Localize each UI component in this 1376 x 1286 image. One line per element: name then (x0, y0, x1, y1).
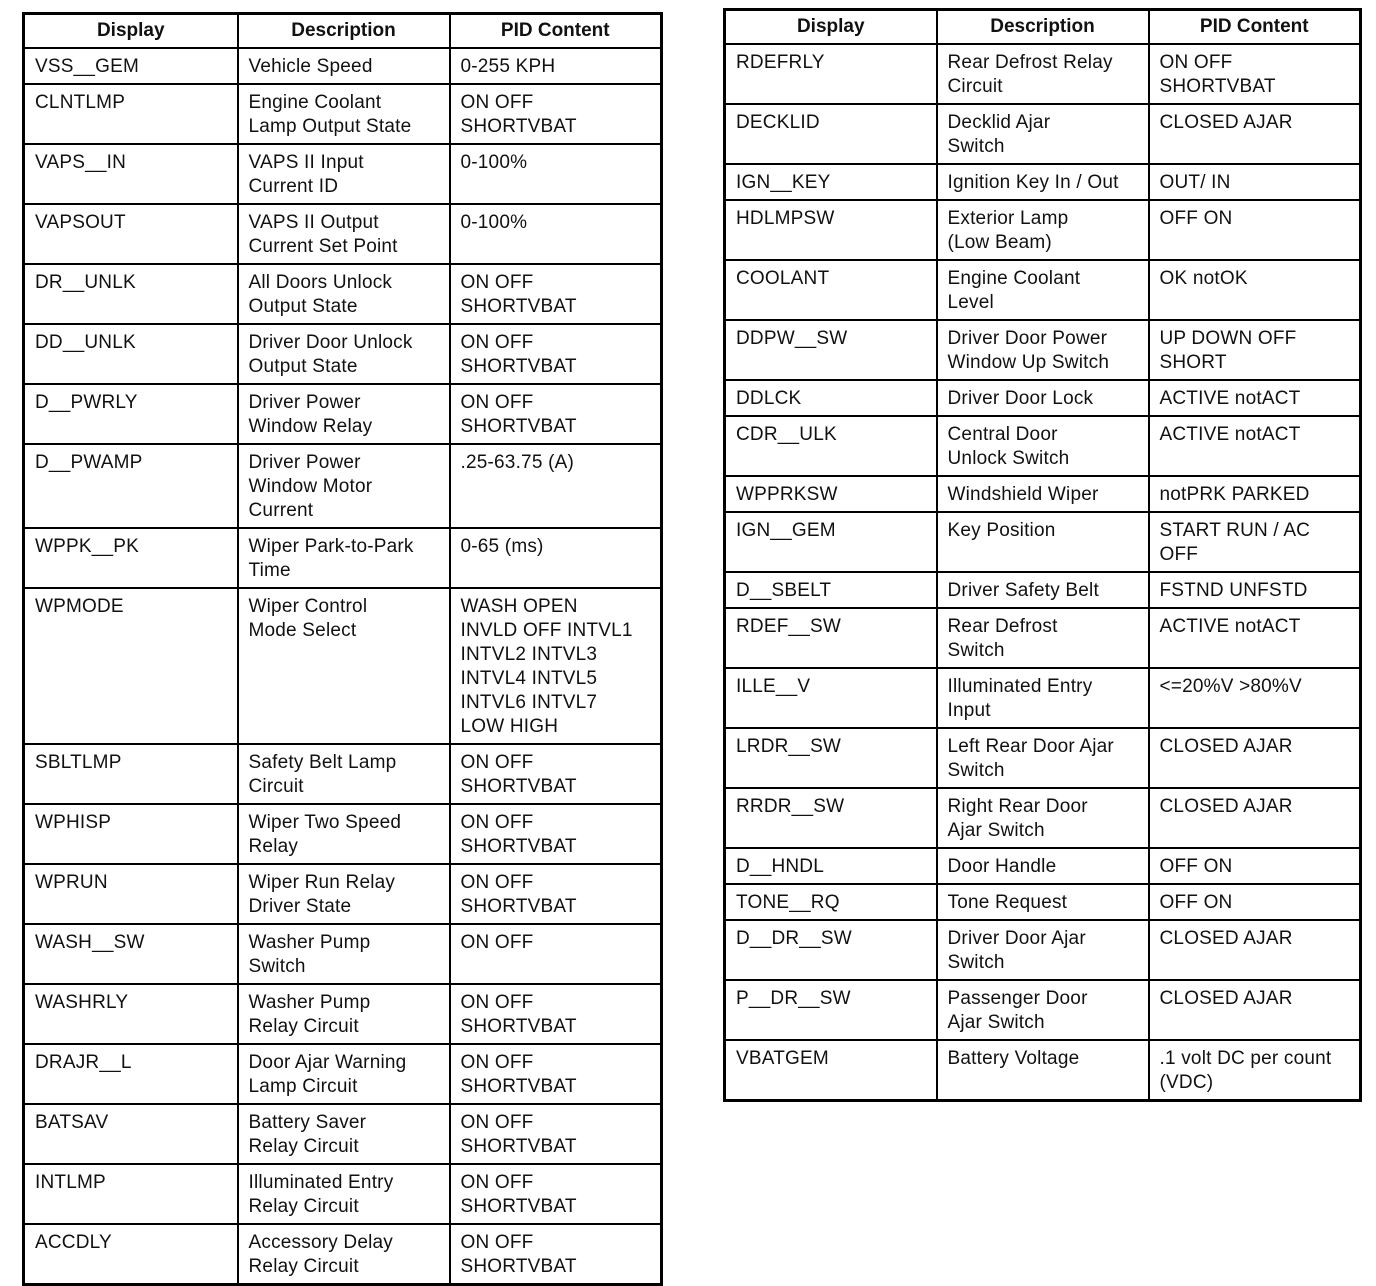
cell-description: VAPS II Output Current Set Point (238, 204, 450, 264)
table-row (725, 476, 1361, 512)
table-row (725, 1040, 1361, 1101)
table-row (24, 1104, 662, 1164)
cell-display: VAPSOUT (24, 204, 238, 264)
cell-display: DD__UNLK (24, 324, 238, 384)
cell-display: WPHISP (24, 804, 238, 864)
cell-display: INTLMP (24, 1164, 238, 1224)
table-row (725, 668, 1361, 728)
cell-display: P__DR__SW (725, 980, 937, 1040)
table-row (725, 164, 1361, 200)
cell-description: Exterior Lamp (Low Beam) (937, 200, 1149, 260)
cell-description: Left Rear Door Ajar Switch (937, 728, 1149, 788)
table-row (24, 864, 662, 924)
cell-display: WPPK__PK (24, 528, 238, 588)
cell-pid-content: ON OFF (450, 924, 662, 984)
cell-display: D__PWRLY (24, 384, 238, 444)
cell-pid-content: 0-100% (450, 144, 662, 204)
header-pid-content: PID Content (1149, 10, 1361, 45)
cell-description: Engine Coolant Lamp Output State (238, 84, 450, 144)
cell-pid-content: CLOSED AJAR (1149, 788, 1361, 848)
cell-pid-content: ON OFF SHORTVBAT (450, 744, 662, 804)
cell-pid-content: OK notOK (1149, 260, 1361, 320)
cell-pid-content: OUT/ IN (1149, 164, 1361, 200)
table-row (24, 144, 662, 204)
cell-pid-content: OFF ON (1149, 200, 1361, 260)
table-row (24, 384, 662, 444)
cell-display: DECKLID (725, 104, 937, 164)
cell-display: DDPW__SW (725, 320, 937, 380)
cell-description: Central Door Unlock Switch (937, 416, 1149, 476)
cell-display: WPMODE (24, 588, 238, 744)
cell-display: DDLCK (725, 380, 937, 416)
table-row (24, 84, 662, 144)
cell-display: D__PWAMP (24, 444, 238, 528)
cell-description: Driver Safety Belt (937, 572, 1149, 608)
table-row (24, 204, 662, 264)
cell-description: Accessory Delay Relay Circuit (238, 1224, 450, 1285)
table-row (24, 48, 662, 84)
table-header-row (24, 14, 662, 49)
cell-pid-content: ON OFF SHORTVBAT (450, 384, 662, 444)
cell-description: Battery Voltage (937, 1040, 1149, 1101)
cell-pid-content: ON OFF SHORTVBAT (450, 1224, 662, 1285)
table-row (725, 884, 1361, 920)
table-row (725, 44, 1361, 104)
cell-description: Wiper Park-to-Park Time (238, 528, 450, 588)
cell-display: LRDR__SW (725, 728, 937, 788)
cell-pid-content: .25-63.75 (A) (450, 444, 662, 528)
cell-display: RDEFRLY (725, 44, 937, 104)
table-row (24, 984, 662, 1044)
cell-display: VSS__GEM (24, 48, 238, 84)
table-row (24, 744, 662, 804)
cell-pid-content: CLOSED AJAR (1149, 728, 1361, 788)
cell-description: Rear Defrost Relay Circuit (937, 44, 1149, 104)
table-row (725, 260, 1361, 320)
cell-pid-content: ON OFF SHORTVBAT (450, 84, 662, 144)
cell-display: DRAJR__L (24, 1044, 238, 1104)
header-description: Description (937, 10, 1149, 45)
cell-display: WPPRKSW (725, 476, 937, 512)
table-row (24, 1044, 662, 1104)
cell-display: ACCDLY (24, 1224, 238, 1285)
cell-display: VBATGEM (725, 1040, 937, 1101)
cell-description: Washer Pump Switch (238, 924, 450, 984)
cell-display: RRDR__SW (725, 788, 937, 848)
cell-description: VAPS II Input Current ID (238, 144, 450, 204)
cell-display: WASH__SW (24, 924, 238, 984)
table-row (725, 848, 1361, 884)
cell-description: Illuminated Entry Input (937, 668, 1149, 728)
cell-description: Driver Door Lock (937, 380, 1149, 416)
cell-pid-content: .1 volt DC per count (VDC) (1149, 1040, 1361, 1101)
table-row (725, 728, 1361, 788)
cell-description: Driver Door Ajar Switch (937, 920, 1149, 980)
cell-description: Engine Coolant Level (937, 260, 1149, 320)
cell-pid-content: FSTND UNFSTD (1149, 572, 1361, 608)
table-row (24, 324, 662, 384)
cell-pid-content: CLOSED AJAR (1149, 920, 1361, 980)
cell-display: WASHRLY (24, 984, 238, 1044)
cell-pid-content: ACTIVE notACT (1149, 416, 1361, 476)
cell-description: Door Handle (937, 848, 1149, 884)
cell-pid-content: ON OFF SHORTVBAT (1149, 44, 1361, 104)
cell-description: Driver Power Window Relay (238, 384, 450, 444)
cell-description: Rear Defrost Switch (937, 608, 1149, 668)
cell-pid-content: OFF ON (1149, 848, 1361, 884)
table-row (725, 200, 1361, 260)
table-header-row (725, 10, 1361, 45)
cell-pid-content: ON OFF SHORTVBAT (450, 1104, 662, 1164)
table-row (725, 512, 1361, 572)
cell-pid-content: ON OFF SHORTVBAT (450, 984, 662, 1044)
cell-pid-content: OFF ON (1149, 884, 1361, 920)
table-row (24, 444, 662, 528)
cell-pid-content: <=20%V >80%V (1149, 668, 1361, 728)
cell-display: D__HNDL (725, 848, 937, 884)
cell-pid-content: ACTIVE notACT (1149, 380, 1361, 416)
table-row (24, 1224, 662, 1285)
header-pid-content: PID Content (450, 14, 662, 49)
table-row (24, 804, 662, 864)
cell-display: ILLE__V (725, 668, 937, 728)
header-description: Description (238, 14, 450, 49)
cell-pid-content: ON OFF SHORTVBAT (450, 264, 662, 324)
cell-description: Illuminated Entry Relay Circuit (238, 1164, 450, 1224)
cell-pid-content: ON OFF SHORTVBAT (450, 1044, 662, 1104)
cell-description: Door Ajar Warning Lamp Circuit (238, 1044, 450, 1104)
cell-pid-content: ON OFF SHORTVBAT (450, 324, 662, 384)
cell-display: DR__UNLK (24, 264, 238, 324)
cell-pid-content: 0-100% (450, 204, 662, 264)
cell-display: SBLTLMP (24, 744, 238, 804)
table-row (725, 380, 1361, 416)
cell-display: BATSAV (24, 1104, 238, 1164)
cell-pid-content: ACTIVE notACT (1149, 608, 1361, 668)
table-row (725, 920, 1361, 980)
cell-description: Wiper Run Relay Driver State (238, 864, 450, 924)
cell-description: Windshield Wiper (937, 476, 1149, 512)
cell-description: Wiper Control Mode Select (238, 588, 450, 744)
cell-display: D__SBELT (725, 572, 937, 608)
table-row (24, 528, 662, 588)
header-display: Display (725, 10, 937, 45)
cell-description: Driver Door Unlock Output State (238, 324, 450, 384)
cell-display: COOLANT (725, 260, 937, 320)
cell-display: CDR__ULK (725, 416, 937, 476)
table-row (24, 924, 662, 984)
table-row (725, 320, 1361, 380)
cell-pid-content: CLOSED AJAR (1149, 980, 1361, 1040)
cell-display: RDEF__SW (725, 608, 937, 668)
cell-display: IGN__KEY (725, 164, 937, 200)
cell-description: Battery Saver Relay Circuit (238, 1104, 450, 1164)
cell-pid-content: 0-65 (ms) (450, 528, 662, 588)
table-row (24, 264, 662, 324)
cell-description: Ignition Key In / Out (937, 164, 1149, 200)
pid-table-left (22, 12, 663, 1286)
cell-description: Key Position (937, 512, 1149, 572)
cell-pid-content: START RUN / AC OFF (1149, 512, 1361, 572)
cell-description: Passenger Door Ajar Switch (937, 980, 1149, 1040)
cell-pid-content: ON OFF SHORTVBAT (450, 864, 662, 924)
cell-description: Vehicle Speed (238, 48, 450, 84)
cell-pid-content: 0-255 KPH (450, 48, 662, 84)
cell-description: Driver Power Window Motor Current (238, 444, 450, 528)
table-row (725, 104, 1361, 164)
cell-description: Wiper Two Speed Relay (238, 804, 450, 864)
cell-description: Driver Door Power Window Up Switch (937, 320, 1149, 380)
table-row (24, 588, 662, 744)
cell-display: HDLMPSW (725, 200, 937, 260)
cell-description: Washer Pump Relay Circuit (238, 984, 450, 1044)
table-row (725, 788, 1361, 848)
cell-pid-content: ON OFF SHORTVBAT (450, 804, 662, 864)
table-row (725, 416, 1361, 476)
cell-pid-content: UP DOWN OFF SHORT (1149, 320, 1361, 380)
table-row (24, 1164, 662, 1224)
cell-description: Tone Request (937, 884, 1149, 920)
cell-display: TONE__RQ (725, 884, 937, 920)
cell-description: All Doors Unlock Output State (238, 264, 450, 324)
cell-description: Safety Belt Lamp Circuit (238, 744, 450, 804)
cell-pid-content: ON OFF SHORTVBAT (450, 1164, 662, 1224)
cell-display: CLNTLMP (24, 84, 238, 144)
cell-pid-content: WASH OPEN INVLD OFF INTVL1 INTVL2 INTVL3 INTVL4 INTVL5 INTVL6 INTVL7 LOW HIGH (450, 588, 662, 744)
table-row (725, 572, 1361, 608)
cell-pid-content: CLOSED AJAR (1149, 104, 1361, 164)
pid-table-right (723, 8, 1362, 1102)
header-display: Display (24, 14, 238, 49)
cell-display: WPRUN (24, 864, 238, 924)
cell-display: IGN__GEM (725, 512, 937, 572)
cell-description: Decklid Ajar Switch (937, 104, 1149, 164)
table-row (725, 980, 1361, 1040)
cell-description: Right Rear Door Ajar Switch (937, 788, 1149, 848)
cell-display: VAPS__IN (24, 144, 238, 204)
table-row (725, 608, 1361, 668)
cell-pid-content: notPRK PARKED (1149, 476, 1361, 512)
cell-display: D__DR__SW (725, 920, 937, 980)
